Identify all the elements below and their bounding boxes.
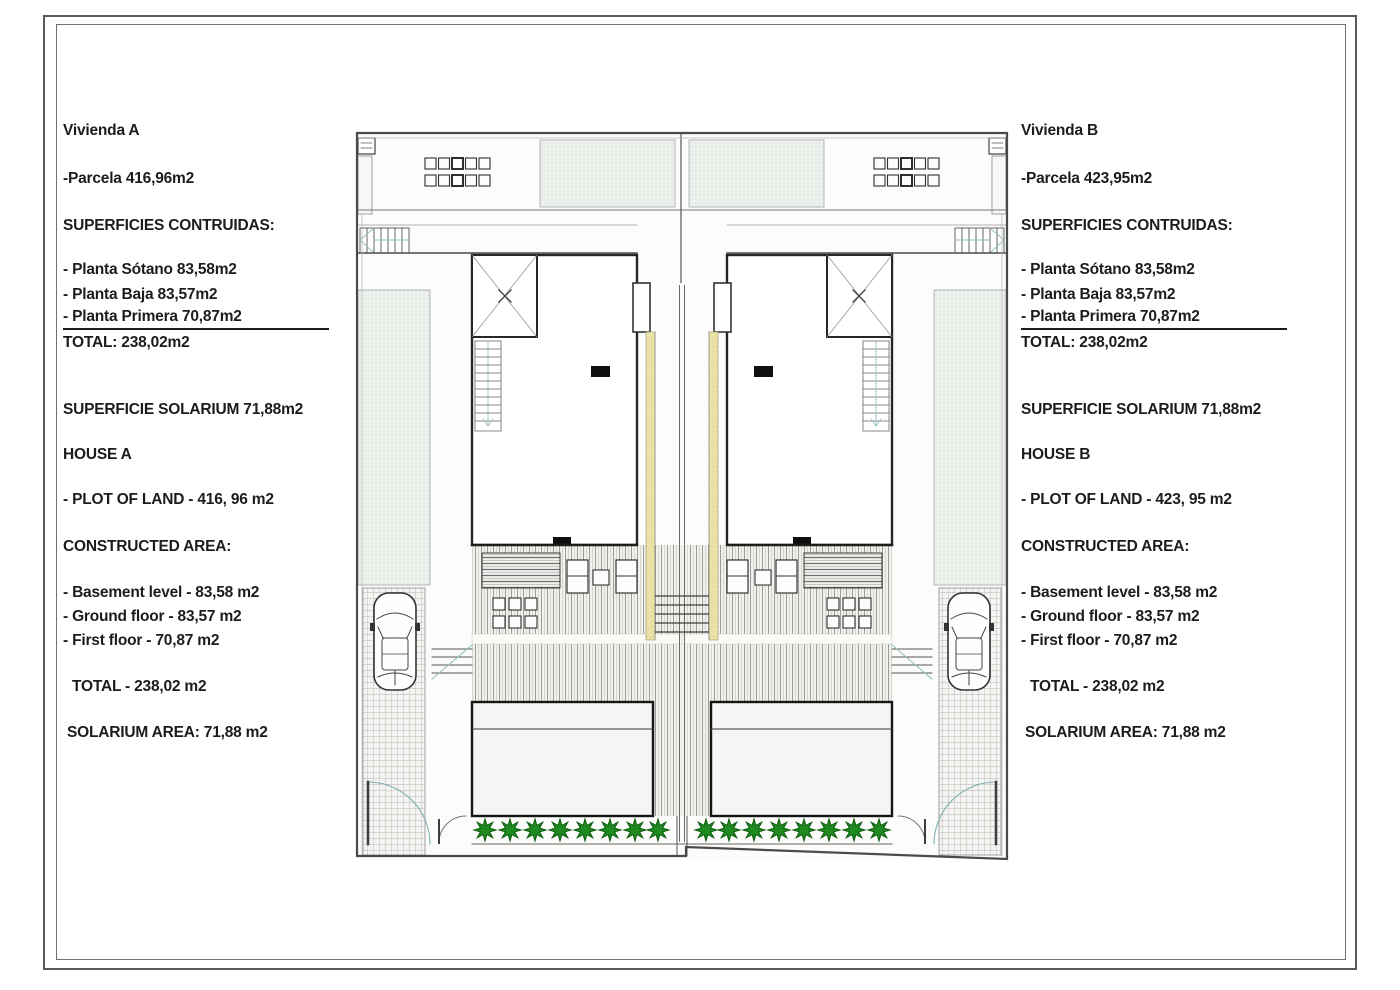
house-a-planta-baja: - Planta Baja 83,57m2 (63, 286, 218, 303)
house-b-en-title: HOUSE B (1021, 446, 1091, 463)
house-b-planta-primera: - Planta Primera 70,87m2 (1021, 307, 1287, 330)
house-a-total: TOTAL: 238,02m2 (63, 334, 190, 351)
house-a-parcela: -Parcela 416,96m2 (63, 170, 195, 187)
house-b-basement: - Basement level - 83,58 m2 (1021, 584, 1218, 601)
house-b-first-floor: - First floor - 70,87 m2 (1021, 632, 1178, 649)
house-b-title: Vivienda B (1021, 122, 1098, 139)
house-b-total: TOTAL: 238,02m2 (1021, 334, 1148, 351)
house-a-first-floor: - First floor - 70,87 m2 (63, 632, 220, 649)
site-plan (355, 130, 1009, 880)
house-b-plot-of-land: - PLOT OF LAND - 423, 95 m2 (1021, 491, 1232, 508)
house-a-planta-sotano: - Planta Sótano 83,58m2 (63, 261, 237, 278)
house-b-superficies-heading: SUPERFICIES CONTRUIDAS: (1021, 217, 1233, 234)
house-a-total-en: TOTAL - 238,02 m2 (72, 678, 207, 695)
house-b-planta-baja: - Planta Baja 83,57m2 (1021, 286, 1176, 303)
house-a-ground-floor: - Ground floor - 83,57 m2 (63, 608, 242, 625)
house-a-plot-of-land: - PLOT OF LAND - 416, 96 m2 (63, 491, 274, 508)
house-a-planta-primera: - Planta Primera 70,87m2 (63, 307, 329, 330)
house-a-info-panel (63, 0, 393, 990)
house-b-ground-floor: - Ground floor - 83,57 m2 (1021, 608, 1200, 625)
house-a-basement: - Basement level - 83,58 m2 (63, 584, 260, 601)
house-a-en-title: HOUSE A (63, 446, 132, 463)
house-a-superficies-heading: SUPERFICIES CONTRUIDAS: (63, 217, 275, 234)
house-a-solarium: SUPERFICIE SOLARIUM 71,88m2 (63, 401, 304, 418)
house-b-total-en: TOTAL - 238,02 m2 (1030, 678, 1165, 695)
house-b-parcela: -Parcela 423,95m2 (1021, 170, 1153, 187)
house-a-constructed-heading: CONSTRUCTED AREA: (63, 538, 232, 555)
house-b-solarium: SUPERFICIE SOLARIUM 71,88m2 (1021, 401, 1262, 418)
house-a-solarium-en: SOLARIUM AREA: 71,88 m2 (67, 724, 268, 741)
house-b-solarium-en: SOLARIUM AREA: 71,88 m2 (1025, 724, 1226, 741)
house-b-constructed-heading: CONSTRUCTED AREA: (1021, 538, 1190, 555)
house-b-planta-sotano: - Planta Sótano 83,58m2 (1021, 261, 1195, 278)
house-b-info-panel (1021, 0, 1351, 990)
house-a-title: Vivienda A (63, 122, 140, 139)
